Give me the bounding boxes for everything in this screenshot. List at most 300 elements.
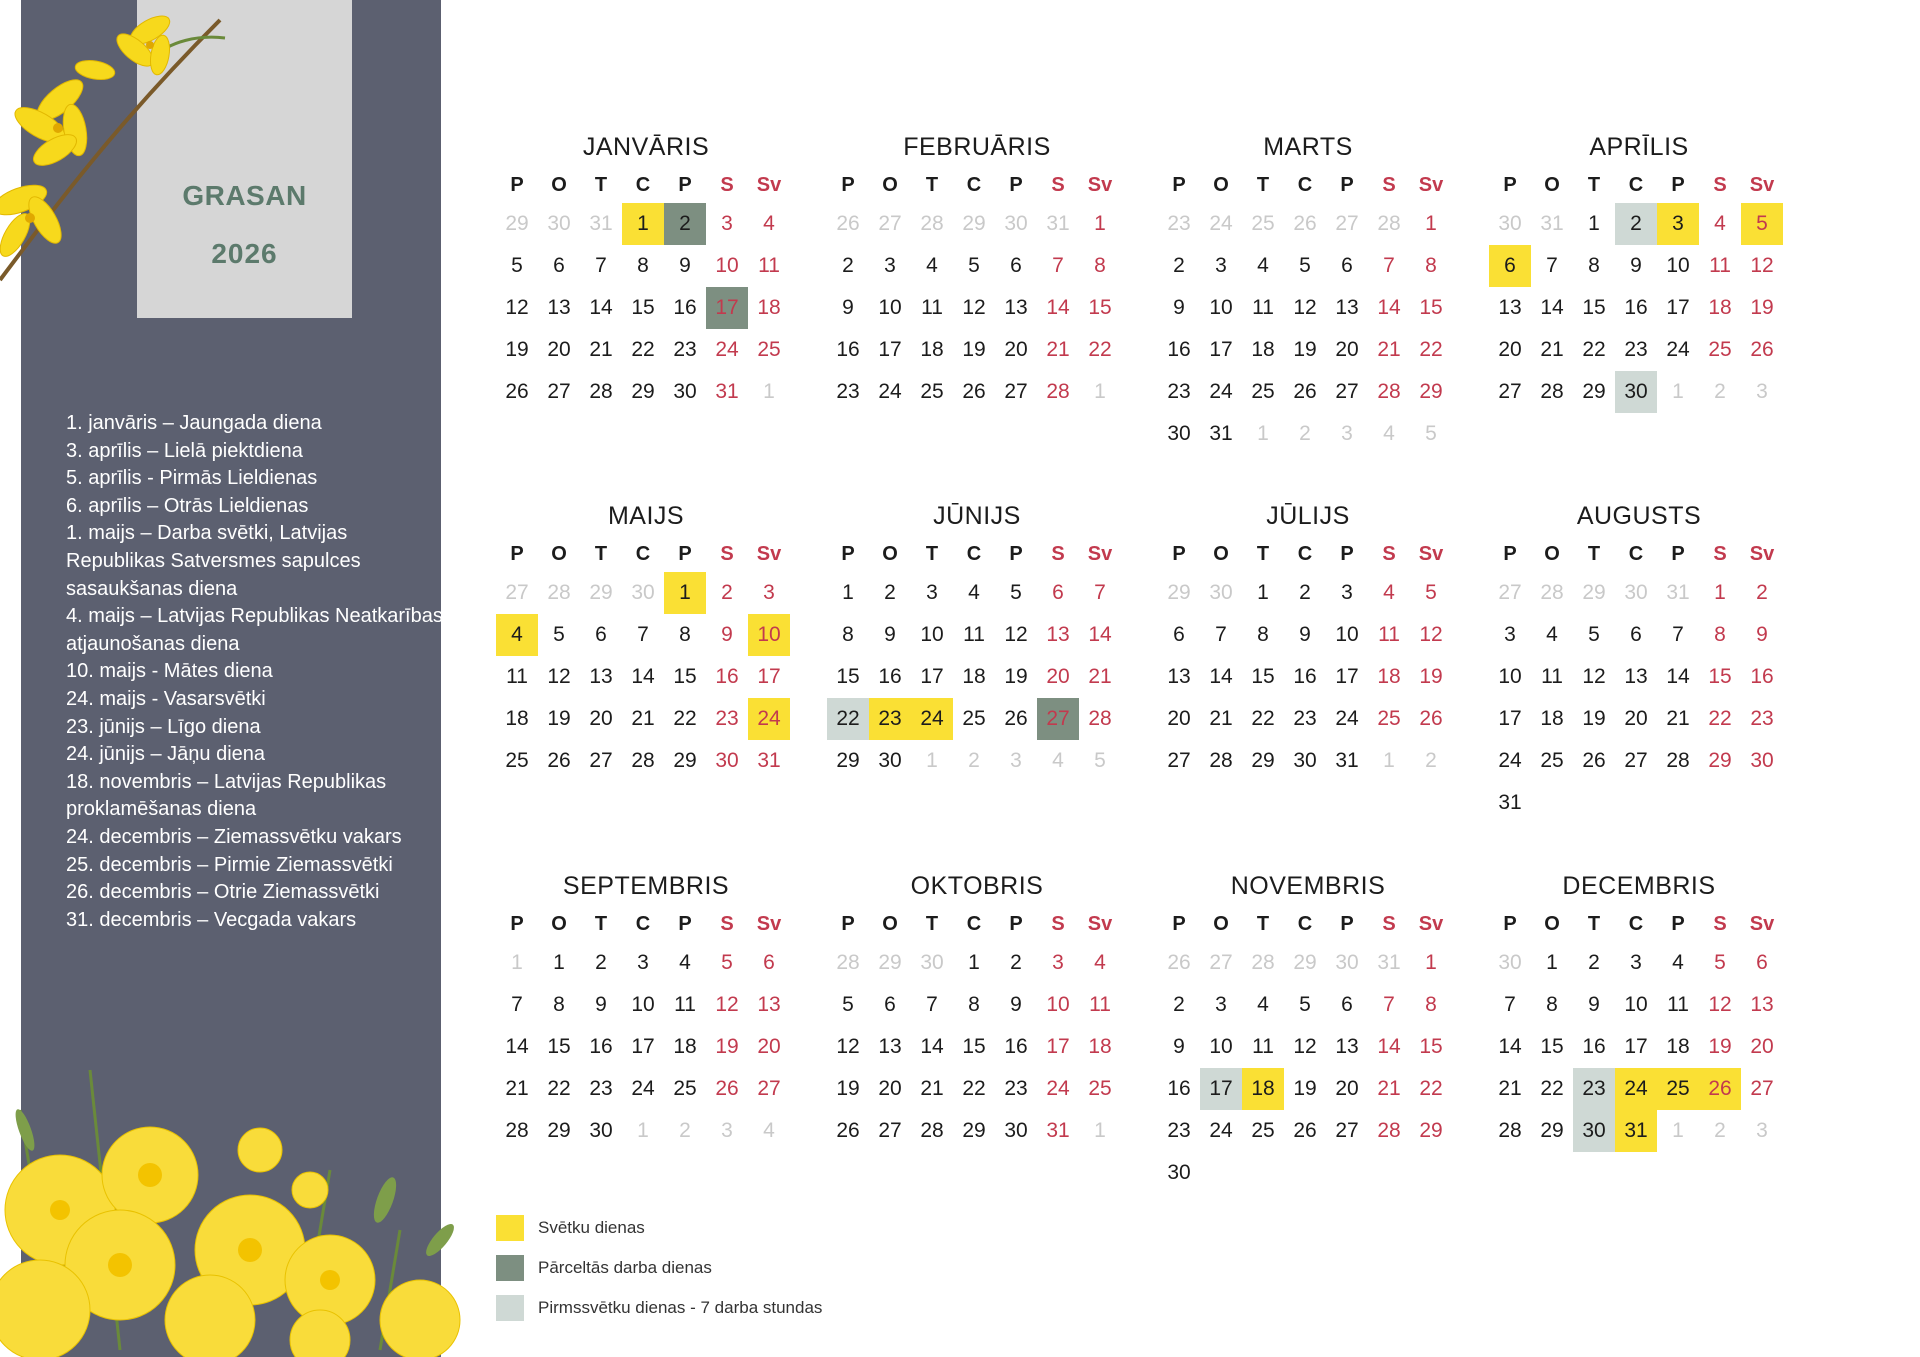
adjacent-month-day: 31 [1046,212,1070,235]
legend [496,1208,822,1328]
legend-item [496,1248,822,1288]
day-cell: 13 [1335,1035,1359,1058]
adjacent-month-day: 2 [1714,380,1726,403]
weekday-header [1489,906,1789,942]
weekday-label: O [882,173,898,196]
day-cell: 24 [631,1077,655,1100]
day-cell: 31 [1046,1119,1070,1142]
day-cell: 26 [1293,380,1317,403]
day-cell: 20 [1624,707,1648,730]
day-cell: 28 [589,380,613,403]
day-cell: 11 [1252,1035,1274,1058]
week-row [827,656,1127,698]
day-cell: 27 [757,1077,781,1100]
day-cell: 26 [962,380,986,403]
day-cell: 10 [1624,993,1648,1016]
day-cell: 6 [1341,254,1353,277]
weekday-label: P [1503,542,1517,565]
week-row [1158,245,1458,287]
day-cell: 12 [1293,1035,1317,1058]
day-cell: 15 [1088,296,1112,319]
weekday-header [827,906,1127,942]
adjacent-month-day: 3 [721,1119,733,1142]
week-row [1158,287,1458,329]
day-cell: 23 [1750,707,1774,730]
day-cell: 16 [1167,338,1191,361]
weekday-label: O [551,542,567,565]
week-row [496,656,796,698]
adjacent-month-day: 5 [1425,422,1437,445]
day-cell: 23 [1167,380,1191,403]
day-cell: 21 [1540,338,1564,361]
weekday-label: T [925,173,939,196]
day-cell: 21 [631,707,655,730]
month-10 [827,872,1127,1152]
day-cell: 28 [631,749,655,772]
week-row [1158,329,1458,371]
adjacent-month-day: 28 [1540,581,1564,604]
day-cell: 2 [1173,993,1185,1016]
adjacent-month-day: 30 [1335,951,1359,974]
day-cell: 1 [1425,212,1437,235]
day-cell: 8 [842,623,854,646]
day-cell: 13 [1004,296,1028,319]
week-row [827,329,1127,371]
day-cell: 7 [1094,581,1106,604]
weekday-label: P [678,912,692,935]
day-cell: 28 [505,1119,529,1142]
weekday-label: P [510,173,524,196]
week-row [496,1068,796,1110]
weekday-header [1489,536,1789,572]
day-cell: 15 [1419,296,1443,319]
day-cell: 10 [748,614,790,656]
day-cell: 31 [1335,749,1359,772]
day-cell: 5 [968,254,980,277]
week-row [1158,1152,1458,1194]
adjacent-month-day: 1 [1094,380,1106,403]
month-title: JŪNIJS [933,502,1021,530]
day-cell: 15 [1540,1035,1564,1058]
day-cell: 7 [1672,623,1684,646]
week-row [1489,698,1789,740]
adjacent-month-day: 31 [1540,212,1564,235]
week-row [1158,942,1458,984]
weekday-label: S [1051,173,1065,196]
adjacent-month-day: 30 [1498,951,1522,974]
day-cell: 25 [1251,1119,1275,1142]
day-cell: 8 [1588,254,1600,277]
day-cell: 23 [869,698,911,740]
weekday-label: O [1213,173,1229,196]
day-cell: 28 [1088,707,1112,730]
adjacent-month-day: 2 [1425,749,1437,772]
week-row [496,203,796,245]
day-cell: 13 [1167,665,1191,688]
day-cell: 12 [836,1035,860,1058]
day-cell: 1 [1425,951,1437,974]
day-cell: 9 [679,254,691,277]
day-cell: 30 [1167,422,1191,445]
day-cell: 27 [1004,380,1028,403]
adjacent-month-day: 1 [1383,749,1395,772]
day-cell: 22 [1251,707,1275,730]
weekday-label: S [1382,173,1396,196]
legend-swatch [496,1255,524,1281]
day-cell: 18 [962,665,986,688]
day-cell: 5 [553,623,565,646]
day-cell: 29 [1708,749,1732,772]
weekday-label: P [1671,173,1685,196]
month-title: DECEMBRIS [1562,872,1716,900]
day-cell: 21 [1666,707,1690,730]
day-cell: 28 [1666,749,1690,772]
day-cell: 10 [1046,993,1070,1016]
month-1 [496,133,796,413]
weekday-label: S [720,912,734,935]
month-2 [827,133,1127,413]
day-cell: 12 [715,993,739,1016]
month-title: APRĪLIS [1589,133,1689,161]
day-cell: 26 [547,749,571,772]
day-cell: 4 [968,581,980,604]
day-cell: 19 [505,338,529,361]
forsythia-flowers-illustration [0,0,230,290]
day-cell: 11 [1667,993,1689,1016]
weekday-label: P [1671,542,1685,565]
weekday-label: Sv [1749,912,1775,935]
day-cell: 14 [1209,665,1233,688]
week-row [1158,1110,1458,1152]
day-cell: 1 [1714,581,1726,604]
day-cell: 8 [1094,254,1106,277]
day-cell: 16 [836,338,860,361]
month-3 [1158,133,1458,455]
day-cell: 19 [1293,1077,1317,1100]
adjacent-month-day: 27 [1335,212,1359,235]
day-cell: 8 [1425,254,1437,277]
day-cell: 29 [962,1119,986,1142]
weekday-label: Sv [1087,542,1113,565]
week-row [496,245,796,287]
weekday-label: P [1172,542,1186,565]
weekday-label: P [1503,912,1517,935]
holiday-list-item: 31. decembris – Vecgada vakars [66,908,357,931]
day-cell: 26 [1582,749,1606,772]
day-cell: 7 [1383,254,1395,277]
day-cell: 8 [1546,993,1558,1016]
day-cell: 28 [1498,1119,1522,1142]
weekday-label: Sv [1749,542,1775,565]
week-row [827,614,1127,656]
weekday-label: T [594,912,608,935]
month-8 [1489,502,1789,824]
day-cell: 2 [721,581,733,604]
adjacent-month-day: 1 [1672,1119,1684,1142]
week-row [1489,1068,1789,1110]
month-title: MARTS [1263,133,1353,161]
adjacent-month-day: 30 [1624,581,1648,604]
day-cell: 24 [1666,338,1690,361]
day-cell: 16 [878,665,902,688]
adjacent-month-day: 29 [1293,951,1317,974]
weekday-label: T [1256,912,1270,935]
day-cell: 6 [1630,623,1642,646]
day-cell: 19 [1750,296,1774,319]
weekday-label: P [1671,912,1685,935]
day-cell: 6 [884,993,896,1016]
weekday-header [1158,167,1458,203]
day-cell: 19 [1419,665,1443,688]
day-cell: 7 [1052,254,1064,277]
day-cell: 4 [1383,581,1395,604]
week-row [1158,1068,1458,1110]
holiday-list-item: 3. aprīlis – Lielā piektdiena [66,439,303,462]
day-cell: 30 [589,1119,613,1142]
weekday-label: P [1009,173,1023,196]
weekday-label: O [1213,542,1229,565]
day-cell: 24 [748,698,790,740]
day-cell: 28 [1540,380,1564,403]
weekday-label: C [1297,173,1313,196]
day-cell: 3 [926,581,938,604]
week-row [1489,287,1789,329]
day-cell: 27 [1750,1077,1774,1100]
adjacent-month-day: 2 [968,749,980,772]
day-cell: 9 [842,296,854,319]
day-cell: 24 [1615,1068,1657,1110]
day-cell: 3 [1052,951,1064,974]
day-cell: 4 [926,254,938,277]
day-cell: 13 [1046,623,1070,646]
weekday-label: T [1256,173,1270,196]
day-cell: 11 [1378,623,1400,646]
day-cell: 16 [1624,296,1648,319]
day-cell: 9 [721,623,733,646]
day-cell: 21 [589,338,613,361]
day-cell: 15 [673,665,697,688]
weekday-label: O [551,912,567,935]
yellow-flowers-illustration [0,1050,470,1357]
adjacent-month-day: 31 [1666,581,1690,604]
day-cell: 1 [622,203,664,245]
day-cell: 14 [505,1035,529,1058]
day-cell: 29 [1419,380,1443,403]
day-cell: 12 [962,296,986,319]
day-cell: 10 [1498,665,1522,688]
day-cell: 19 [715,1035,739,1058]
day-cell: 2 [842,254,854,277]
weekday-label: C [635,173,651,196]
day-cell: 18 [757,296,781,319]
day-cell: 3 [1504,623,1516,646]
holiday-list-item: 4. maijs – Latvijas Republikas Neatkarības atjaunošanas diena [66,605,443,655]
legend-item [496,1208,822,1248]
day-cell: 16 [589,1035,613,1058]
adjacent-month-day: 3 [1756,380,1768,403]
day-cell: 5 [1741,203,1783,245]
day-cell: 3 [763,581,775,604]
week-row [827,245,1127,287]
day-cell: 22 [1708,707,1732,730]
day-cell: 20 [1335,1077,1359,1100]
day-cell: 1 [842,581,854,604]
day-cell: 3 [1657,203,1699,245]
day-cell: 15 [631,296,655,319]
day-cell: 25 [962,707,986,730]
day-cell: 30 [1615,371,1657,413]
day-cell: 10 [1666,254,1690,277]
weekday-label: S [1713,542,1727,565]
weekday-label: S [1382,912,1396,935]
week-row [827,984,1127,1026]
week-row [827,203,1127,245]
weekday-label: P [678,173,692,196]
day-cell: 11 [1089,993,1111,1016]
day-cell: 21 [1209,707,1233,730]
weekday-label: C [966,173,982,196]
brand-name: GRASAN [182,180,307,211]
day-cell: 9 [1010,993,1022,1016]
week-row [496,371,796,413]
week-row [1489,329,1789,371]
day-cell: 25 [1377,707,1401,730]
weekday-header [496,167,796,203]
holiday-list-item: 26. decembris – Otrie Ziemassvētki [66,881,380,904]
week-row [1489,572,1789,614]
weekday-label: P [510,542,524,565]
weekday-header [1158,536,1458,572]
weekday-label: T [594,173,608,196]
legend-swatch [496,1295,524,1321]
day-cell: 24 [1046,1077,1070,1100]
week-row [1489,1026,1789,1068]
day-cell: 5 [1299,254,1311,277]
weekday-label: P [1172,912,1186,935]
week-row [496,1110,796,1152]
weekday-label: S [1051,542,1065,565]
day-cell: 4 [1257,993,1269,1016]
week-row [1158,1026,1458,1068]
month-4 [1489,133,1789,413]
week-row [496,942,796,984]
weekday-label: P [1503,173,1517,196]
weekday-label: P [1009,542,1023,565]
day-cell: 21 [1046,338,1070,361]
day-cell: 24 [911,698,953,740]
day-cell: 12 [1293,296,1317,319]
weekday-label: Sv [1087,912,1113,935]
day-cell: 11 [921,296,943,319]
day-cell: 30 [673,380,697,403]
day-cell: 23 [1624,338,1648,361]
day-cell: 5 [721,951,733,974]
day-cell: 29 [836,749,860,772]
day-cell: 20 [1335,338,1359,361]
day-cell: 26 [836,1119,860,1142]
adjacent-month-day: 1 [511,951,523,974]
day-cell: 6 [1052,581,1064,604]
day-cell: 25 [505,749,529,772]
weekday-header [496,536,796,572]
adjacent-month-day: 29 [1582,581,1606,604]
day-cell: 29 [673,749,697,772]
day-cell: 4 [679,951,691,974]
adjacent-month-day: 1 [1672,380,1684,403]
day-cell: 10 [1209,1035,1233,1058]
month-5 [496,502,796,782]
week-row [1158,413,1458,455]
weekday-label: P [1172,173,1186,196]
weekday-label: P [1340,173,1354,196]
adjacent-month-day: 30 [547,212,571,235]
day-cell: 27 [547,380,571,403]
day-cell: 15 [1419,1035,1443,1058]
day-cell: 9 [1588,993,1600,1016]
weekday-label: S [1713,173,1727,196]
day-cell: 22 [962,1077,986,1100]
day-cell: 3 [721,212,733,235]
week-row [496,984,796,1026]
weekday-label: T [925,912,939,935]
day-cell: 17 [1046,1035,1070,1058]
day-cell: 4 [1714,212,1726,235]
day-cell: 6 [1173,623,1185,646]
day-cell: 26 [715,1077,739,1100]
adjacent-month-day: 28 [920,212,944,235]
day-cell: 14 [1088,623,1112,646]
adjacent-month-day: 26 [836,212,860,235]
weekday-header [827,536,1127,572]
day-cell: 23 [1004,1077,1028,1100]
day-cell: 12 [1750,254,1774,277]
week-row [827,287,1127,329]
day-cell: 9 [1630,254,1642,277]
day-cell: 16 [1582,1035,1606,1058]
week-row [1489,245,1789,287]
day-cell: 5 [842,993,854,1016]
month-9 [496,872,796,1152]
day-cell: 9 [1756,623,1768,646]
month-title: MAIJS [607,502,685,530]
day-cell: 15 [1251,665,1275,688]
week-row [1158,203,1458,245]
holiday-list-item: 1. janvāris – Jaungada diena [66,412,322,434]
day-cell: 5 [511,254,523,277]
day-cell: 28 [1377,380,1401,403]
day-cell: 26 [1004,707,1028,730]
day-cell: 12 [1419,623,1443,646]
week-row [1158,698,1458,740]
day-cell: 22 [547,1077,571,1100]
day-cell: 15 [1708,665,1732,688]
adjacent-month-day: 1 [1257,422,1269,445]
day-cell: 29 [1251,749,1275,772]
adjacent-month-day: 30 [1209,581,1233,604]
day-cell: 18 [1377,665,1401,688]
week-row [827,698,1127,740]
weekday-label: Sv [756,173,782,196]
adjacent-month-day: 29 [1167,581,1191,604]
day-cell: 11 [1541,665,1563,688]
day-cell: 6 [1756,951,1768,974]
day-cell: 14 [920,1035,944,1058]
day-cell: 23 [589,1077,613,1100]
day-cell: 20 [1498,338,1522,361]
month-6 [827,502,1127,782]
day-cell: 14 [1666,665,1690,688]
weekday-label: Sv [756,912,782,935]
